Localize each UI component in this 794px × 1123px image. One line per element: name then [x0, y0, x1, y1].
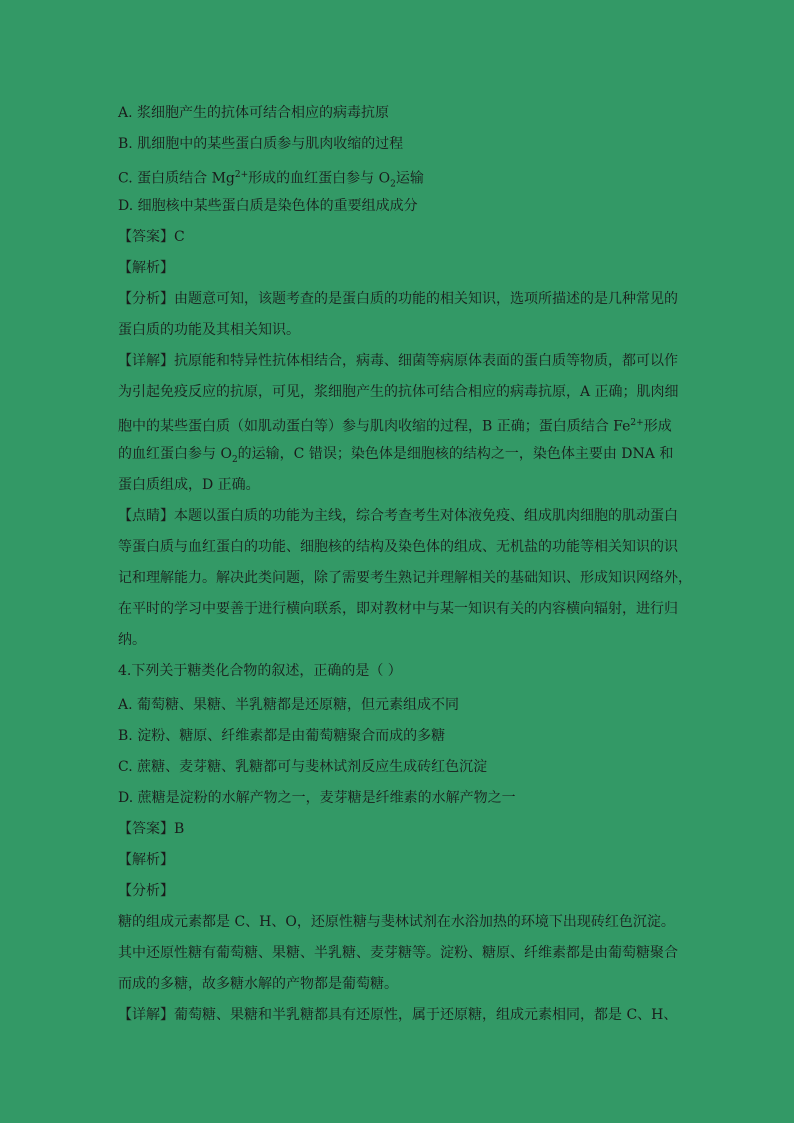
q3-option-c-text-3: 运输	[395, 170, 424, 187]
q3-detail-line-2: 为引起免疫反应的抗原，可见，浆细胞产生的抗体可结合相应的病毒抗原，A 正确；肌肉细	[118, 384, 679, 400]
q4-option-d: D. 蔗糖是淀粉的水解产物之一，麦芽糖是纤维素的水解产物之一	[118, 790, 516, 806]
q3-option-c-superscript: 2+	[234, 170, 249, 180]
q3-option-c-text-1: C. 蛋白质结合 Mg	[118, 170, 235, 187]
q3-detail-line-5: 蛋白质组成，D 正确。	[118, 477, 260, 493]
q3-detail-line-3-text-1: 胞中的某些蛋白质（如肌动蛋白等）参与肌肉收缩的过程，B 正确；蛋白质结合 Fe	[118, 418, 631, 435]
q3-analysis-line-1: 【分析】由题意可知，该题考查的是蛋白质的功能的相关知识，选项所描述的是几种常见的	[118, 291, 678, 307]
q3-option-c-text-2: 形成的血红蛋白参与 O	[248, 170, 391, 187]
q3-option-b: B. 肌细胞中的某些蛋白质参与肌肉收缩的过程	[118, 136, 404, 152]
q3-insight-line-4: 在平时的学习中要善于进行横向联系，即对教材中与某一知识有关的内容横向辐射，进行归	[118, 601, 678, 617]
q4-option-c: C. 蔗糖、麦芽糖、乳糖都可与斐林试剂反应生成砖红色沉淀	[118, 759, 488, 775]
q4-analysis-line-1: 糖的组成元素都是 C、H、O，还原性糖与斐林试剂在水浴加热的环境下出现砖红色沉淀。	[118, 914, 675, 930]
q3-detail-line-3	[118, 413, 678, 437]
q3-answer: 【答案】C	[118, 229, 185, 245]
q3-option-d: D. 细胞核中某些蛋白质是染色体的重要组成成分	[118, 198, 418, 214]
q3-analysis-line-2: 蛋白质的功能及其相关知识。	[118, 322, 300, 338]
q3-option-c-subscript: 2	[390, 179, 396, 190]
q4-detail-line-1: 【详解】葡萄糖、果糖和半乳糖都具有还原性，属于还原糖，组成元素相同，都是 C、H、	[118, 1007, 678, 1023]
q3-insight-line-1: 【点睛】本题以蛋白质的功能为主线，综合考查考生对体液免疫、组成肌肉细胞的肌动蛋白	[118, 508, 678, 524]
q3-insight-line-2: 等蛋白质与血红蛋白的功能、细胞核的结构及染色体的组成、无机盐的功能等相关知识的识	[118, 539, 678, 555]
q3-detail-line-4	[118, 444, 678, 470]
q3-option-c	[118, 165, 678, 194]
q3-insight-line-5: 纳。	[118, 632, 146, 648]
q3-analysis-heading: 【解析】	[118, 260, 174, 276]
q4-option-a: A. 葡萄糖、果糖、半乳糖都是还原糖，但元素组成不同	[118, 697, 460, 713]
q3-option-a: A. 浆细胞产生的抗体可结合相应的病毒抗原	[118, 105, 390, 121]
q4-answer: 【答案】B	[118, 821, 185, 837]
q4-analysis-line-3: 而成的多糖，故多糖水解的产物都是葡萄糖。	[118, 976, 398, 992]
q3-detail-subscript: 2	[231, 454, 238, 465]
q4-option-b: B. 淀粉、糖原、纤维素都是由葡萄糖聚合而成的多糖	[118, 728, 446, 744]
q4-analysis-line-2: 其中还原性糖有葡萄糖、果糖、半乳糖、麦芽糖等。淀粉、糖原、纤维素都是由葡萄糖聚合	[118, 945, 678, 961]
q4-analysis-heading: 【解析】	[118, 852, 174, 868]
q4-stem: 4.下列关于糖类化合物的叙述，正确的是（ ）	[118, 663, 402, 679]
q3-detail-line-1: 【详解】抗原能和特异性抗体相结合，病毒、细菌等病原体表面的蛋白质等物质，都可以作	[118, 353, 678, 369]
q3-detail-line-3-text-2: 形成	[643, 418, 672, 435]
q4-fenxi-heading: 【分析】	[118, 883, 174, 899]
q3-detail-line-4-text-2: 的运输，C 错误；染色体是细胞核的结构之一，染色体主要由 DNA 和	[237, 446, 674, 462]
q3-detail-line-4-text-1: 的血红蛋白参与 O	[118, 446, 232, 462]
q3-detail-superscript: 2+	[630, 418, 644, 428]
q3-insight-line-3: 记和理解能力。解决此类问题，除了需要考生熟记并理解相关的基础知识、形成知识网络外，	[118, 570, 692, 586]
